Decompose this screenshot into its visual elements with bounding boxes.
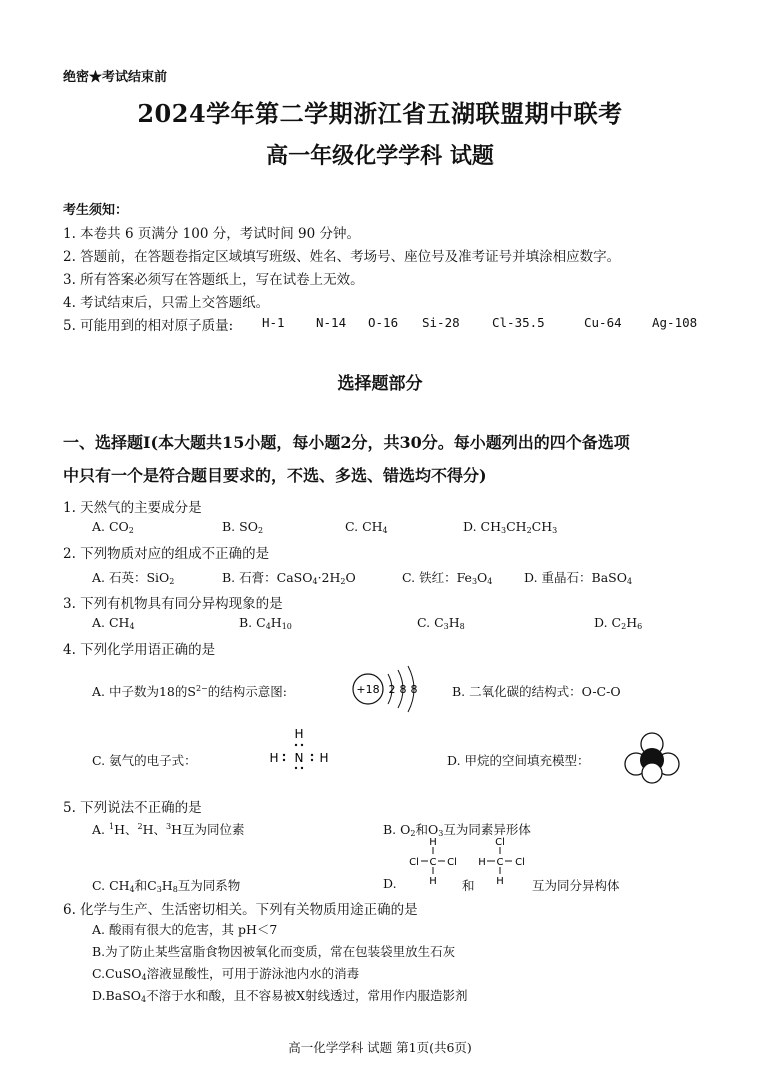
part1-instruction-line2: 中只有一个是符合题目要求的，不选、多选、错选均不得分) (63, 466, 487, 485)
part1-instruction-line1: 一、选择题Ⅰ(本大题共15小题，每小题2分，共30分。每小题列出的四个备选项 (63, 433, 630, 452)
q1-option-a: A. $CO_2$ (92, 519, 134, 535)
q1-option-c: C. $CH_4$ (345, 519, 388, 535)
notice-item-1: 1. 本卷共 6 页满分 100 分，考试时间 90 分钟。 (63, 226, 360, 242)
svg-text:Cl: Cl (515, 857, 525, 868)
q3-option-d: D. $C_2H_6$ (594, 615, 643, 631)
mass-cu: Cu-64 (584, 315, 622, 330)
notice-item-4: 4. 考试结束后，只需上交答题纸。 (63, 295, 270, 311)
svg-text:Cl: Cl (495, 837, 505, 848)
q2-stem: 2. 下列物质对应的组成不正确的是 (63, 546, 270, 562)
ammonia-h-right: H (319, 751, 329, 765)
q5-option-d-label: D. (383, 876, 397, 891)
q3-option-b: B. $C_4H_{10}$ (239, 615, 292, 631)
q1-stem: 1. 天然气的主要成分是 (63, 500, 202, 516)
q4-option-a: A. 中子数为18的$S^{2-}$的结构示意图: (92, 683, 287, 699)
q2-option-d: D. 重晶石：BaSO$_4$ (524, 570, 633, 586)
mass-ag: Ag-108 (652, 315, 698, 330)
mass-cl: Cl-35.5 (492, 315, 545, 330)
exam-subtitle: 高一年级化学学科 试题 (266, 143, 494, 169)
sulfide-ion-structure-diagram (350, 664, 422, 714)
q2-option-b: B. 石膏：$CaSO_4\cdot 2H_2O$ (222, 570, 356, 586)
shell-electrons-3: 8 (410, 683, 418, 696)
svg-text:Cl: Cl (409, 857, 419, 868)
q6-option-d: D.BaSO$_4$不溶于水和酸，且不容易被X射线透过，常用作内服造影剂 (92, 988, 468, 1004)
ammonia-n: N (294, 751, 304, 765)
svg-text:H: H (429, 876, 437, 887)
svg-text:H: H (478, 857, 486, 868)
q5-option-d-and: 和 (462, 878, 475, 893)
page-footer: 高一化学学科 试题 第1页(共6页) (288, 1040, 472, 1055)
svg-text:H: H (496, 876, 504, 887)
q2-option-a: A. 石英：SiO$_2$ (92, 570, 175, 586)
ammonia-h-left: H (269, 751, 279, 765)
shell-electrons-2: 8 (399, 683, 407, 696)
q5-option-c: C. $CH_4$和$C_3H_8$互为同系物 (92, 878, 241, 894)
nucleus-charge: +18 (356, 683, 380, 696)
notice-item-5 (63, 314, 233, 334)
q4-option-b: B. 二氧化碳的结构式：O-C-O (452, 684, 621, 699)
q6-stem: 6. 化学与生产、生活密切相关。下列有关物质用途正确的是 (63, 902, 418, 918)
notice-heading: 考生须知： (63, 203, 129, 218)
q2-option-c: C. 铁红：$Fe_3O_4$ (402, 570, 493, 586)
mass-o: O-16 (368, 315, 399, 330)
svg-text:C: C (496, 857, 504, 868)
q6-option-a: A. 酸雨有很大的危害，其 pH＜7 (92, 922, 278, 937)
mass-h: H-1 (262, 315, 285, 330)
svg-text:Cl: Cl (447, 857, 457, 868)
q4-option-c: C. 氨气的电子式： (92, 753, 197, 768)
exam-title: 2024学年第二学期浙江省五湖联盟期中联考 (137, 99, 623, 128)
q5-option-b: B. $O_2$和$O_3$互为同素异形体 (383, 822, 531, 838)
q1-option-d: D. $CH_3CH_2CH_3$ (463, 519, 558, 535)
ammonia-electron-formula (266, 724, 332, 770)
q6-option-c: C.CuSO$_4$溶液显酸性，可用于游泳池内水的消毒 (92, 966, 360, 982)
section-title: 选择题部分 (337, 374, 423, 394)
q3-stem: 3. 下列有机物具有同分异构现象的是 (63, 596, 283, 612)
svg-text:H: H (429, 837, 437, 848)
svg-text:C: C (429, 857, 437, 868)
q4-stem: 4. 下列化学用语正确的是 (63, 642, 216, 658)
methane-space-filling-model (622, 730, 682, 784)
q3-option-c: C. $C_3H_8$ (417, 615, 465, 631)
q5-option-a: A. $^1$H、$^2$H、$^3$H互为同位素 (92, 821, 245, 837)
q4-option-d: D. 甲烷的空间填充模型： (447, 753, 590, 768)
mass-si: Si-28 (422, 315, 460, 330)
q3-option-a: A. $CH_4$ (92, 615, 135, 631)
notice-item-2: 2. 答题前，在答题卷指定区域填写班级、姓名、考场号、座位号及准考证号并填涂相应数字。 (63, 249, 621, 265)
q1-option-b: B. $SO_2$ (222, 519, 264, 535)
mass-n: N-14 (316, 315, 347, 330)
notice-item-5-label: 5. 可能用到的相对原子质量: (63, 318, 234, 334)
confidential-mark: 绝密★考试结束前 (63, 70, 168, 85)
q5-stem: 5. 下列说法不正确的是 (63, 800, 202, 816)
q6-option-b: B.为了防止某些富脂食物因被氧化而变质，常在包装袋里放生石灰 (92, 944, 456, 959)
ammonia-h-top: H (294, 727, 304, 741)
shell-electrons-1: 2 (388, 683, 396, 696)
q5-option-d-tail: 互为同分异构体 (532, 878, 620, 893)
notice-item-3: 3. 所有答案必须写在答题纸上，写在试卷上无效。 (63, 272, 364, 288)
